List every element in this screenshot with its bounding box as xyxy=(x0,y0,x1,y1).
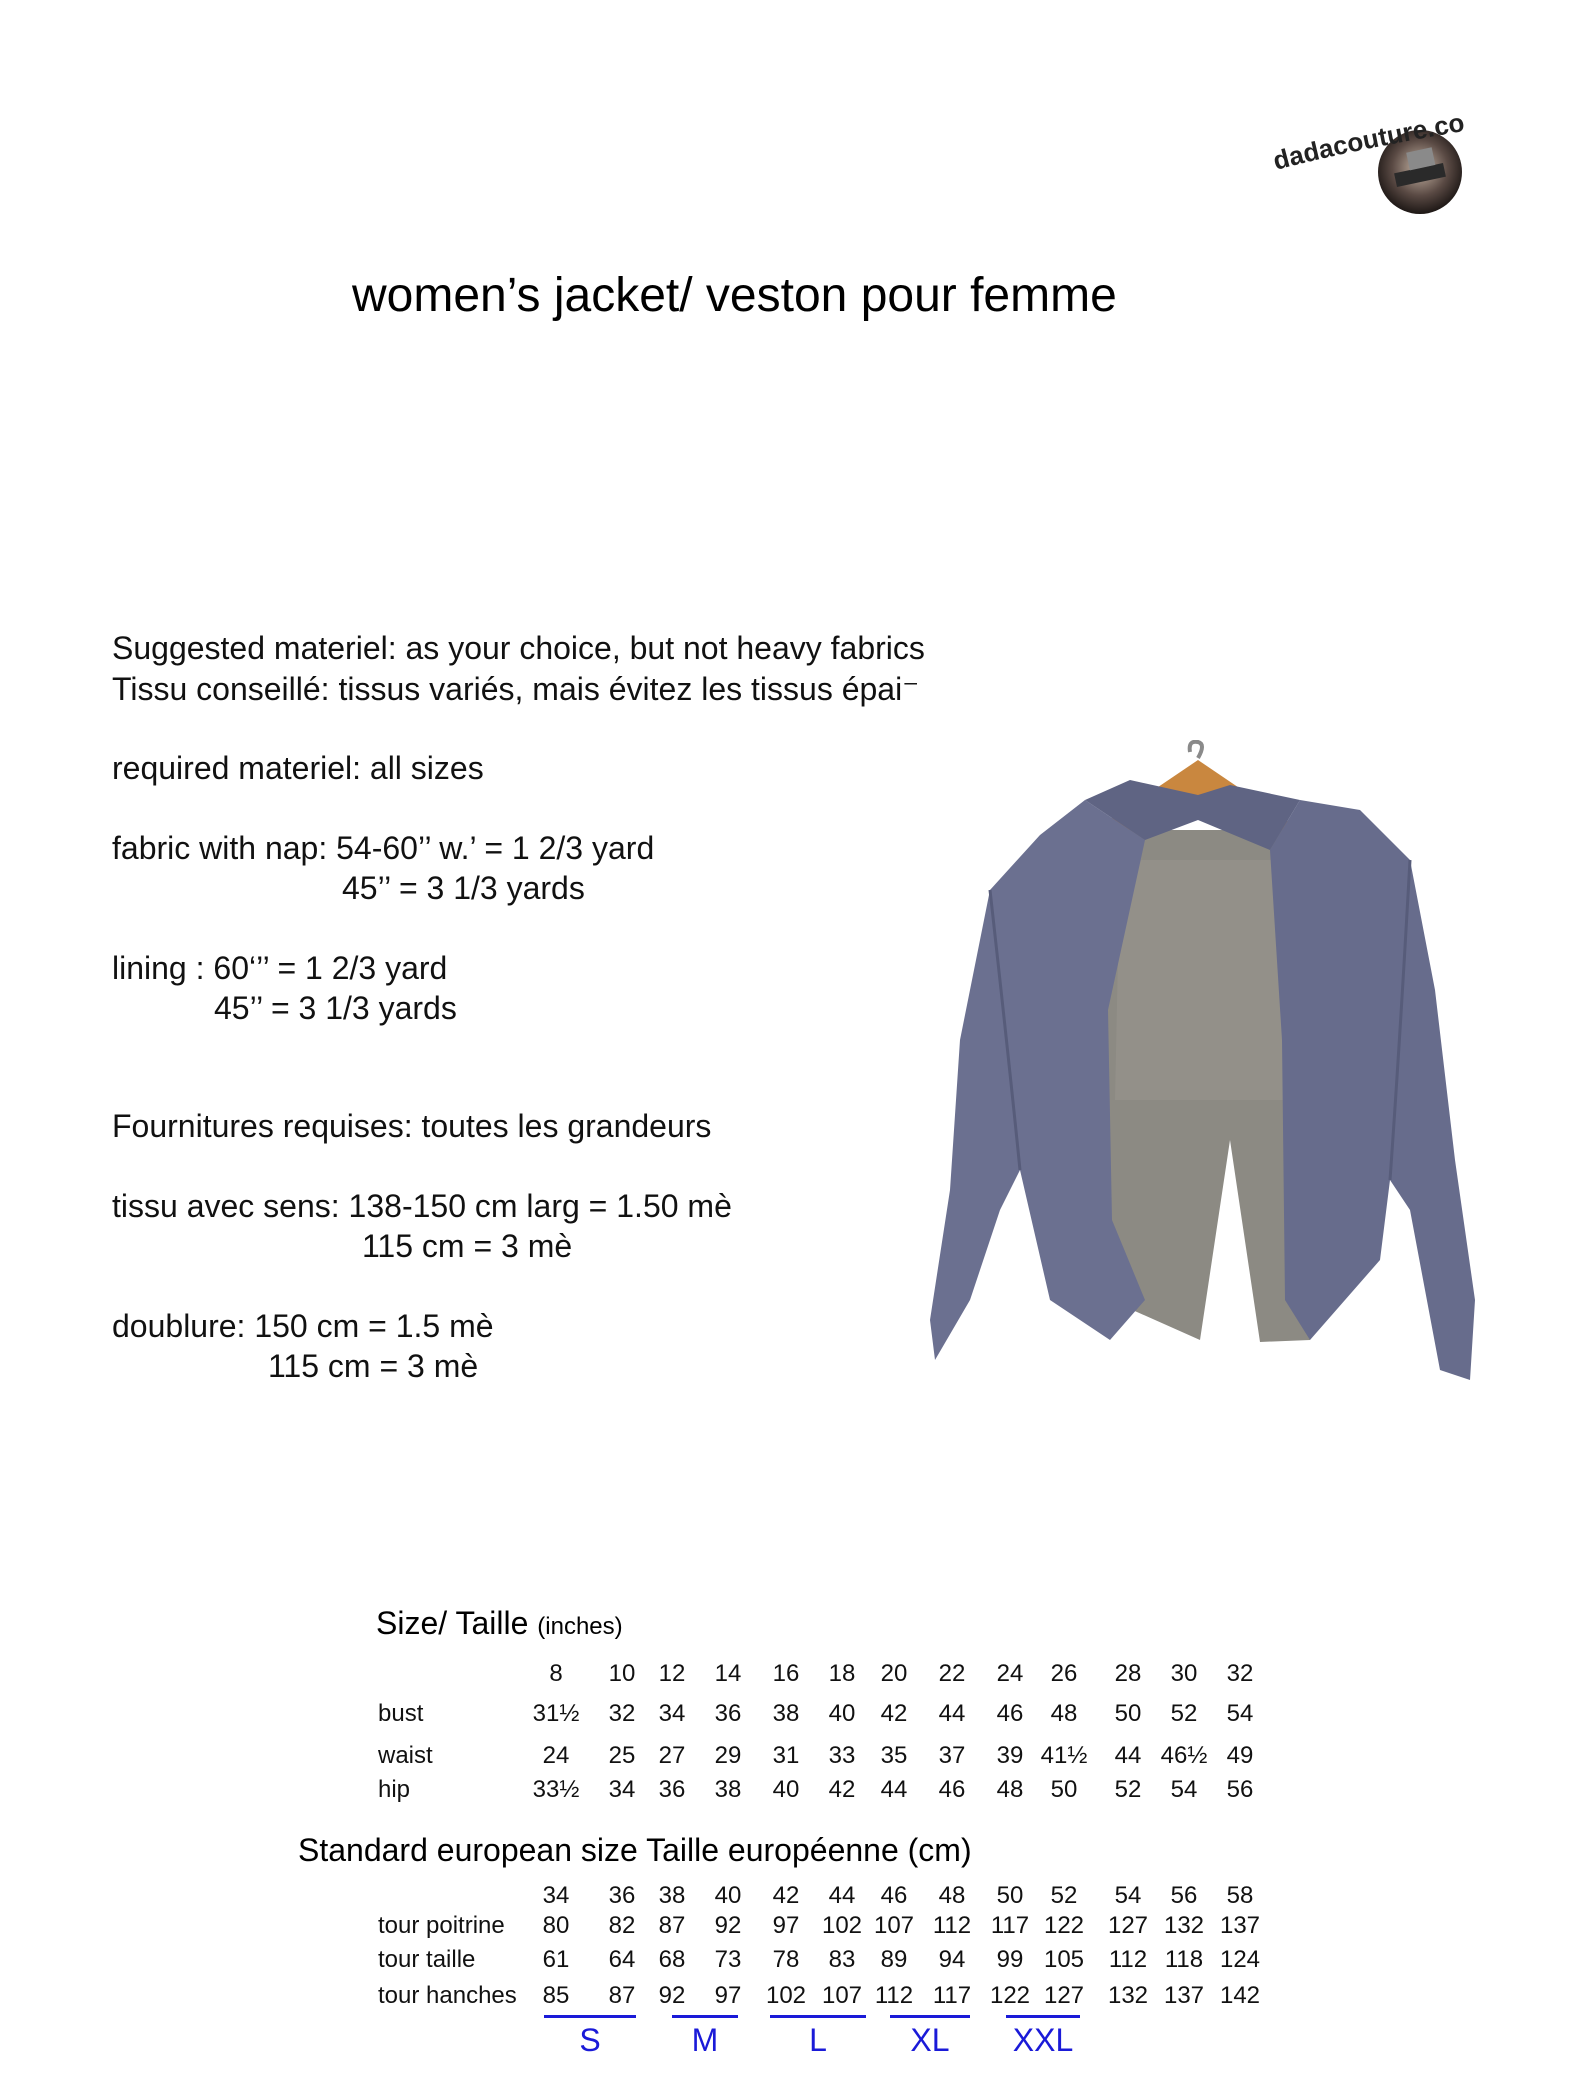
doublure-line1: doublure: 150 cm = 1.5 mè xyxy=(112,1308,494,1344)
doublure-line2: 115 cm = 3 mè xyxy=(268,1348,479,1384)
fabric-nap-line2: 45’’ = 3 1/3 yards xyxy=(342,870,585,906)
table-cell: 49 xyxy=(1226,1742,1254,1769)
table-cell: 122 xyxy=(989,1982,1031,2009)
table-cell: 89 xyxy=(880,1946,908,1973)
required-material-fr: Fournitures requises: toutes les grandeurs xyxy=(112,1108,712,1144)
size-table-eu-heading: Standard european size Taille européenne (cm) xyxy=(298,1832,972,1868)
jacket-photo xyxy=(930,740,1490,1420)
required-material-en: required materiel: all sizes xyxy=(112,750,484,786)
table-cell: 46 xyxy=(996,1700,1024,1727)
size-header-cell: 48 xyxy=(938,1882,966,1909)
size-header-cell: 40 xyxy=(714,1882,742,1909)
table-cell: 50 xyxy=(1114,1700,1142,1727)
row-label: tour hanches xyxy=(378,1982,517,2009)
table-cell: 44 xyxy=(880,1776,908,1803)
lining-line1: lining : 60‘’’ = 1 2/3 yard xyxy=(112,950,448,986)
table-cell: 127 xyxy=(1107,1912,1149,1939)
size-header-cell: 50 xyxy=(996,1882,1024,1909)
size-header-cell: 30 xyxy=(1170,1660,1198,1687)
table-cell: 41½ xyxy=(1040,1742,1088,1769)
table-cell: 64 xyxy=(608,1946,636,1973)
table-cell: 24 xyxy=(542,1742,570,1769)
table-cell: 48 xyxy=(996,1776,1024,1803)
table-cell: 83 xyxy=(828,1946,856,1973)
table-cell: 31½ xyxy=(532,1700,580,1727)
table-cell: 33½ xyxy=(532,1776,580,1803)
table-cell: 112 xyxy=(874,1982,914,2009)
size-header-cell: 8 xyxy=(549,1660,563,1687)
table-cell: 25 xyxy=(608,1742,636,1769)
size-letter-xl: XL xyxy=(910,2022,950,2058)
table-cell: 132 xyxy=(1163,1912,1205,1939)
size-header-cell: 38 xyxy=(658,1882,686,1909)
size-header-cell: 54 xyxy=(1114,1882,1142,1909)
size-header-cell: 18 xyxy=(828,1660,856,1687)
row-label: waist xyxy=(378,1742,433,1769)
size-table-inches xyxy=(378,1660,1278,1820)
size-header-cell: 32 xyxy=(1226,1660,1254,1687)
size-header-cell: 46 xyxy=(880,1882,908,1909)
size-header-cell: 36 xyxy=(608,1882,636,1909)
row-label: bust xyxy=(378,1700,424,1727)
size-table-in-title: Size/ Taille xyxy=(376,1605,529,1641)
table-cell: 36 xyxy=(714,1700,742,1727)
table-cell: 54 xyxy=(1226,1700,1254,1727)
table-cell: 40 xyxy=(828,1700,856,1727)
table-cell: 92 xyxy=(714,1912,742,1939)
row-label: tour poitrine xyxy=(378,1912,505,1939)
tissu-line2: 115 cm = 3 mè xyxy=(362,1228,573,1264)
fabric-nap-line1: fabric with nap: 54-60’’ w.’ = 1 2/3 yard xyxy=(112,830,655,866)
table-cell: 61 xyxy=(542,1946,570,1973)
table-cell: 37 xyxy=(938,1742,966,1769)
row-label: tour taille xyxy=(378,1946,476,1973)
table-cell: 27 xyxy=(658,1742,686,1769)
table-cell: 127 xyxy=(1043,1982,1085,2009)
table-cell: 124 xyxy=(1219,1946,1261,1973)
table-cell: 122 xyxy=(1043,1912,1085,1939)
table-cell: 117 xyxy=(932,1982,972,2009)
size-underline xyxy=(770,2015,866,2018)
table-cell: 102 xyxy=(765,1982,807,2009)
size-underline xyxy=(544,2015,636,2018)
size-header-cell: 42 xyxy=(772,1882,800,1909)
table-cell: 34 xyxy=(608,1776,636,1803)
size-table-in-heading xyxy=(376,1605,623,1642)
size-header-cell: 14 xyxy=(714,1660,742,1687)
table-cell: 112 xyxy=(1108,1946,1148,1973)
size-header-cell: 22 xyxy=(938,1660,966,1687)
table-cell: 85 xyxy=(542,1982,570,2009)
table-cell: 46 xyxy=(938,1776,966,1803)
table-cell: 34 xyxy=(658,1700,686,1727)
size-header-cell: 44 xyxy=(828,1882,856,1909)
size-header-cell: 26 xyxy=(1050,1660,1078,1687)
table-cell: 54 xyxy=(1170,1776,1198,1803)
size-header-cell: 12 xyxy=(658,1660,686,1687)
table-cell: 97 xyxy=(714,1982,742,2009)
table-cell: 132 xyxy=(1107,1982,1149,2009)
table-cell: 46½ xyxy=(1160,1742,1208,1769)
table-cell: 87 xyxy=(658,1912,686,1939)
table-cell: 42 xyxy=(880,1700,908,1727)
table-cell: 38 xyxy=(714,1776,742,1803)
size-letter-m: M xyxy=(691,2022,719,2058)
size-letter-xxl: XXL xyxy=(1012,2022,1074,2058)
table-cell: 78 xyxy=(772,1946,800,1973)
size-header-cell: 10 xyxy=(608,1660,636,1687)
table-cell: 35 xyxy=(880,1742,908,1769)
table-cell: 48 xyxy=(1050,1700,1078,1727)
table-cell: 142 xyxy=(1219,1982,1261,2009)
table-cell: 52 xyxy=(1170,1700,1198,1727)
table-cell: 33 xyxy=(828,1742,856,1769)
table-cell: 99 xyxy=(996,1946,1024,1973)
table-cell: 105 xyxy=(1043,1946,1085,1973)
table-cell: 73 xyxy=(714,1946,742,1973)
size-table-in-unit: (inches) xyxy=(537,1613,623,1640)
table-cell: 107 xyxy=(873,1912,915,1939)
size-header-cell: 28 xyxy=(1114,1660,1142,1687)
table-cell: 44 xyxy=(938,1700,966,1727)
table-cell: 80 xyxy=(542,1912,570,1939)
table-cell: 44 xyxy=(1114,1742,1142,1769)
table-cell: 118 xyxy=(1164,1946,1204,1973)
table-cell: 68 xyxy=(658,1946,686,1973)
table-cell: 42 xyxy=(828,1776,856,1803)
size-letter-l: L xyxy=(809,2022,827,2058)
table-cell: 52 xyxy=(1114,1776,1142,1803)
table-cell: 32 xyxy=(608,1700,636,1727)
page-title: women’s jacket/ veston pour femme xyxy=(352,269,1117,322)
size-underline xyxy=(1006,2015,1080,2018)
logo-text: dadacouture.co xyxy=(1270,110,1467,176)
size-underline xyxy=(672,2015,738,2018)
table-cell: 117 xyxy=(990,1912,1030,1939)
table-cell: 137 xyxy=(1163,1982,1205,2009)
table-cell: 102 xyxy=(821,1912,863,1939)
size-header-cell: 24 xyxy=(996,1660,1024,1687)
table-cell: 82 xyxy=(608,1912,636,1939)
suggested-material-fr: Tissu conseillé: tissus variés, mais évitez les tissus épai⁻ xyxy=(112,671,920,707)
size-header-cell: 52 xyxy=(1050,1882,1078,1909)
dadacouture-logo xyxy=(1270,110,1490,230)
table-cell: 40 xyxy=(772,1776,800,1803)
table-cell: 92 xyxy=(658,1982,686,2009)
size-header-cell: 16 xyxy=(772,1660,800,1687)
table-cell: 97 xyxy=(772,1912,800,1939)
table-cell: 94 xyxy=(938,1946,966,1973)
row-label: hip xyxy=(378,1776,411,1803)
table-cell: 38 xyxy=(772,1700,800,1727)
size-underline xyxy=(890,2015,970,2018)
table-cell: 87 xyxy=(608,1982,636,2009)
table-cell: 29 xyxy=(714,1742,742,1769)
size-letter-s: S xyxy=(579,2022,601,2058)
table-cell: 31 xyxy=(772,1742,800,1769)
tissu-line1: tissu avec sens: 138-150 cm larg = 1.50 mè xyxy=(112,1188,732,1224)
table-cell: 36 xyxy=(658,1776,686,1803)
table-cell: 137 xyxy=(1219,1912,1261,1939)
size-header-cell: 20 xyxy=(880,1660,908,1687)
size-header-cell: 34 xyxy=(542,1882,570,1909)
table-cell: 56 xyxy=(1226,1776,1254,1803)
size-header-cell: 56 xyxy=(1170,1882,1198,1909)
suggested-material-en: Suggested materiel: as your choice, but not heavy fabrics xyxy=(112,630,925,666)
table-cell: 107 xyxy=(821,1982,863,2009)
table-cell: 50 xyxy=(1050,1776,1078,1803)
size-table-european xyxy=(378,1882,1278,2022)
lining-line2: 45’’ = 3 1/3 yards xyxy=(214,990,457,1026)
table-cell: 39 xyxy=(996,1742,1024,1769)
size-header-cell: 58 xyxy=(1226,1882,1254,1909)
table-cell: 112 xyxy=(932,1912,972,1939)
